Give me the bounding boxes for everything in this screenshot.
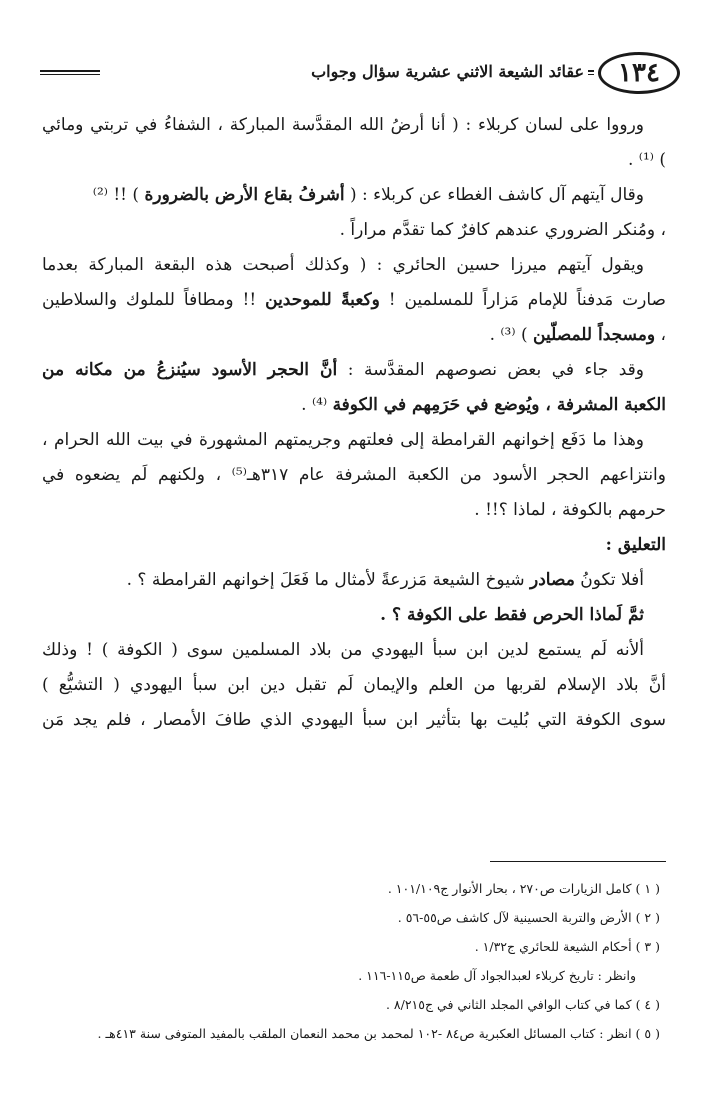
footnote: ( ٥ ) انظر : كتاب المسائل العكبرية ص٨٤ -١٠٢ لمحمد بن محمد النعمان الملقب بالمفيد المتوفى سنة ٤١٣هـ .: [97, 1026, 660, 1041]
text-line: ويقول آيتهم ميرزا حسين الحائري : ( وكذلك أصبحت هذه البقعة المباركة بعدما: [42, 255, 644, 275]
footnote: ( ٢ ) الأرض والتربة الحسينية لآل كاشف ص٥٥-٥٦ .: [397, 910, 660, 925]
footnote-separator: [490, 861, 666, 862]
body-paragraphs: [42, 108, 666, 528]
text-line: حرمهم بالكوفة ، لماذا ؟!! .: [474, 500, 666, 520]
text-line: أفلا تكونُ مصادر شيوخ الشيعة مَزرعةً لأمثال ما فَعَلَ إخوانهم القرامطة ؟ .: [126, 570, 644, 590]
footnotes: [42, 874, 666, 1048]
page-number: ١٣٤: [598, 52, 680, 94]
text-line: ثمَّ لَماذا الحرص فقط على الكوفة ؟ .: [380, 605, 644, 625]
footnote: ( ١ ) كامل الزيارات ص٢٧٠ ، بحار الأنوار ج١٠١/١٠٩ .: [387, 881, 660, 896]
text-line: سوى الكوفة التي بُليت بها بتأثير ابن سبأ اليهودي الذي طافَ الأمصار ، فلم يجد مَن: [42, 710, 666, 730]
text-line: صارت مَدفناً للإمام مَزاراً للمسلمين ! وكعبةً للموحدين !! ومطافاً للملوك والسلاطين: [42, 290, 666, 310]
text-line: الكعبة المشرفة ، ويُوضع في حَرَمِهم في الكوفة ⁽⁴⁾ .: [301, 395, 666, 415]
text-line: ورووا على لسان كربلاء : ( أنا أرضُ الله المقدَّسة المباركة ، الشفاءُ في تربتي ومائي: [42, 115, 644, 135]
text-line: ) ⁽¹⁾ .: [627, 150, 666, 170]
comment-paragraphs: [42, 563, 666, 738]
text-line: أنَّ بلاد الإسلام لقربها من العلم والإيمان لَم تقبل دين ابن سبأ اليهودي ( التشيُّع ): [42, 675, 666, 695]
text-line: وقال آيتهم آل كاشف الغطاء عن كربلاء : ( أشرفُ بقاع الأرض بالضرورة ) !! ⁽²⁾: [92, 185, 644, 205]
text-line: وانتزاعهم الحجر الأسود من الكعبة المشرفة عام ٣١٧هـ⁽⁵⁾ ، ولكنهم لَم يضعوه في: [42, 465, 666, 485]
running-title: عقائد الشيعة الاثني عشرية سؤال وجواب: [311, 62, 584, 81]
footnote: ( ٤ ) كما في كتاب الوافي المجلد الثاني في ج٨/٢١٥ .: [385, 997, 660, 1012]
text-line: ، ومسجداً للمصلّين ) ⁽³⁾ .: [489, 325, 666, 345]
text-line: وهذا ما دَفَع إخوانهم القرامطة إلى فعلتهم وجريمتهم المشهورة في بيت الله الحرام ،: [42, 430, 644, 450]
main-text: [42, 108, 666, 738]
footnote: وانظر : تاريخ كربلاء لعبدالجواد آل طعمة ص١١٥-١١٦ .: [358, 968, 636, 983]
header-rule-long: [40, 70, 100, 75]
text-line: ، ومُنكر الضروري عندهم كافرٌ كما تقدَّم مراراً .: [339, 220, 666, 240]
header-rule-short: [588, 70, 594, 75]
comment-heading: التعليق :: [605, 535, 666, 555]
text-line: ألأنه لَم يستمع لدين ابن سبأ اليهودي من بلاد المسلمين سوى ( الكوفة ) ! وذلك: [42, 640, 644, 660]
running-header: [40, 52, 680, 98]
text-line: وقد جاء في بعض نصوصهم المقدَّسة : أنَّ الحجر الأسود سيُنزعُ من مكانه من: [42, 360, 644, 380]
footnote: ( ٣ ) أحكام الشيعة للحائري ج١/٣٢ .: [474, 939, 660, 954]
